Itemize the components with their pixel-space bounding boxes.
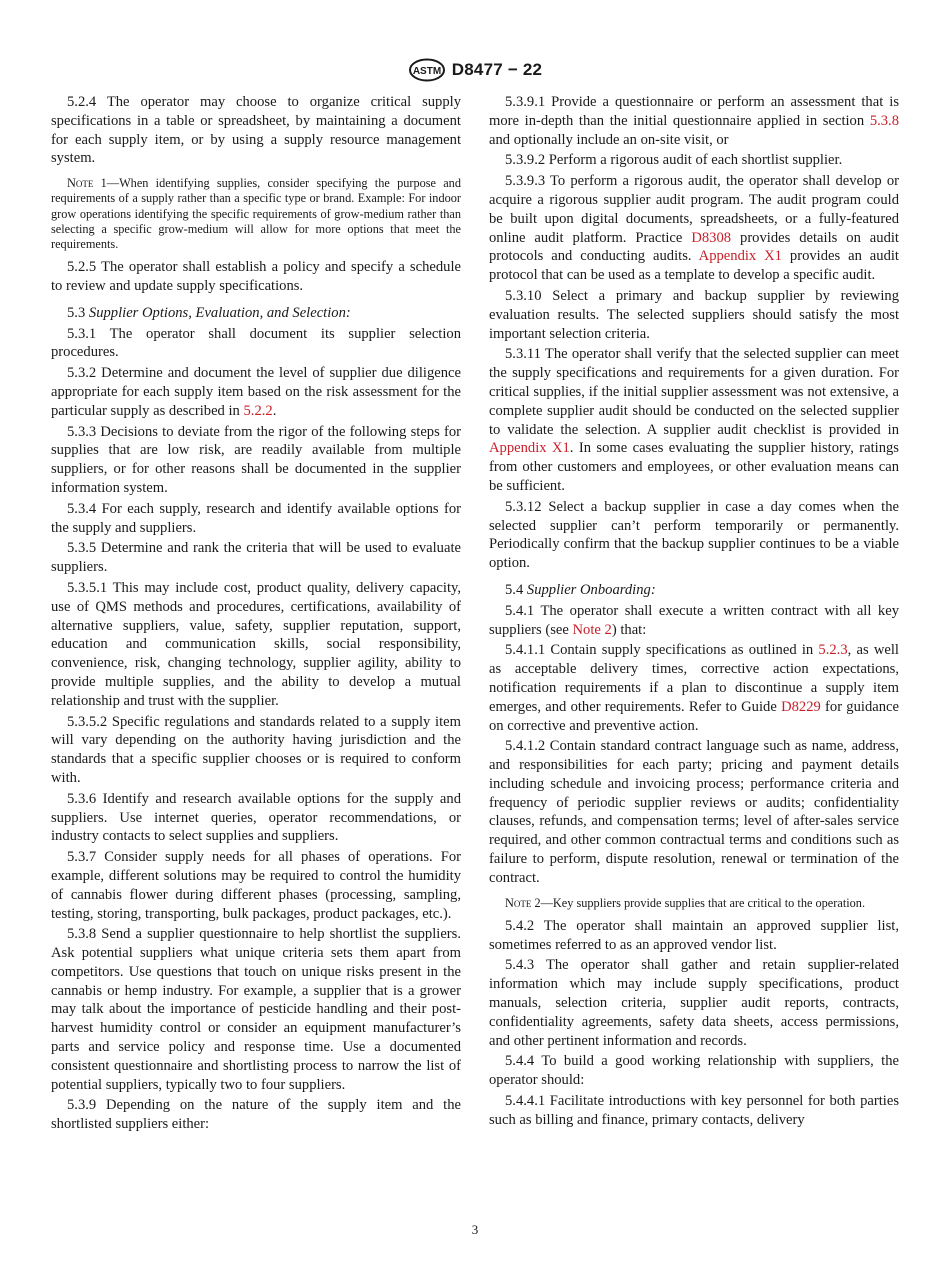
paragraph: 5.3.6 Identify and research available options for the supply and suppliers. Use internet queries, operator recommendations, or industry contacts to select supplies and suppliers. <box>51 790 461 845</box>
paragraph: 5.3.9.2 Perform a rigorous audit of each shortlist supplier. <box>505 152 843 169</box>
paragraph: 5.4.3 The operator shall gather and retain supplier-related information which may include supply specifications, product manuals, selection criteria, supplier audit reports, contracts, confidentiality agreements, safety data sheets, access permissions, and other pertinent information and records. <box>489 957 899 1049</box>
paragraph: 5.4.1.1 Contain supply specifications as outlined in 5.2.3, as well as acceptable delivery times, corrective action expectations, notification requirements if a plan to discontinue a supply item emerges, and other requirements. Refer to Guide D8229 for guidance on corrective and preventive action. <box>489 642 899 734</box>
section-number: 5.3 <box>67 304 86 321</box>
paragraph: 5.3.10 Select a primary and backup supplier by reviewing evaluation results. The selected suppliers should satisfy the most important selection criteria. <box>489 287 899 342</box>
paragraph: 5.2.5 The operator shall establish a policy and specify a schedule to review and update supply specifications. <box>51 259 461 294</box>
paragraph: 5.3.3 Decisions to deviate from the rigor of the following steps for supplies that are low risk, are readily available from multiple suppliers, or for other reasons shall be documented in the supplier information system. <box>51 423 461 496</box>
paragraph: 5.4.4.1 Facilitate introductions with key personnel for both parties such as billing and finance, primary contacts, delivery <box>489 1093 899 1128</box>
page-header <box>0 56 950 84</box>
paragraph: 5.3.8 Send a supplier questionnaire to help shortlist the suppliers. Ask potential suppliers what unique criteria sets them apart from competitors. Use questions that touch on unique risks present in the cannabis or hemp industry. For example, a supplier that is a grower may talk about the importance of pesticide handling and their post-harvest humidity control or consider an equipment manufacturer’s parts and service policy and response time. Use a documented consistent questionnaire and shortlisting process to narrow the list of potential suppliers, typically two to four suppliers. <box>51 926 461 1093</box>
paragraph: 5.3.4 For each supply, research and identify available options for the supply and suppliers. <box>51 500 461 536</box>
paragraph: 5.4.1.2 Contain standard contract language such as name, address, and responsibilities for each party; pricing and payment details including schedule and invoicing process; performance criteria and frequency of periodic supplier reviews or audits; confidentiality clauses, refunds, and compensation terms; level of after-sales service required, and other common contractual terms and conditions such as failure to perform, dispute resolution, renewal or termination of the contract. <box>489 738 899 886</box>
paragraph: 5.3.5.2 Specific regulations and standards related to a supply item will vary depending on the authority having jurisdiction and the standards that a specific supplier chooses or is required to conform with. <box>51 713 461 786</box>
section-heading <box>489 581 899 600</box>
appendix-link[interactable]: Appendix X1 <box>489 440 570 457</box>
right-column <box>489 93 899 1132</box>
cross-reference-link[interactable]: 5.3.8 <box>869 112 899 129</box>
section-title: Supplier Options, Evaluation, and Selection: <box>88 304 351 321</box>
page-number: 3 <box>471 1222 479 1237</box>
logo-text: ASTM <box>412 66 441 77</box>
note-text: —Key suppliers provide supplies that are critical to the operation. <box>540 895 866 910</box>
document-id: D8477 − 22 <box>451 60 543 79</box>
note-1 <box>51 176 461 252</box>
astm-logo-icon <box>408 58 446 82</box>
cross-reference-link[interactable]: 5.2.2 <box>243 402 273 419</box>
paragraph: 5.3.9.3 To perform a rigorous audit, the operator shall develop or acquire a rigorous supplier audit program. The audit program could be built upon digital documents, spreadsheets, or a fully-featured online audit platform. Practice D8308 provides details on audit protocols and conducting audits. Appendix X1 provides an audit protocol that can be used as a template to develop a specific audit. <box>489 173 899 284</box>
paragraph: 5.3.5 Determine and rank the criteria that will be used to evaluate suppliers. <box>51 540 461 576</box>
note-reference-link[interactable]: Note 2 <box>572 621 612 638</box>
paragraph: 5.4.2 The operator shall maintain an approved supplier list, sometimes referred to as an approved vendor list. <box>489 917 899 953</box>
paragraph: 5.3.11 The operator shall verify that the selected supplier can meet the supply specifications and requirements for a given duration. For critical supplies, if the initial supplier assessment was not extensive, a complete supplier audit should be conducted on the selected supplier to validate the selection. A supplier audit checklist is provided in Appendix X1. In some cases evaluating the supplier history, ratings from other customers and employees, or other evaluation means can be sufficient. <box>489 346 899 494</box>
note-text: —When identifying supplies, consider specifying the purpose and requirements of a supply rather than a specific type or brand. Example: For indoor grow operations identifying the specific requirements of grow-medium rather than selecting a specific grow-medium will allow for more options that meet the requirements. <box>51 176 461 251</box>
section-number: 5.4 <box>505 581 524 598</box>
note-label: Note 2 <box>505 895 541 910</box>
cross-reference-link[interactable]: 5.2.3 <box>818 642 848 659</box>
paragraph: 5.3.7 Consider supply needs for all phases of operations. For example, different solutions may be required to control the humidity of cannabis flower during different phases (processing, sampling, testing, storing, transporting, bulk packages, product packages, etc.). <box>51 849 461 922</box>
paragraph: 5.3.9 Depending on the nature of the supply item and the shortlisted suppliers either: <box>51 1097 461 1133</box>
paragraph: 5.4.1 The operator shall execute a written contract with all key suppliers (see Note 2) that: <box>489 602 899 638</box>
appendix-link[interactable]: Appendix X1 <box>698 248 782 265</box>
section-heading <box>51 304 461 323</box>
left-column <box>51 93 461 1136</box>
standard-reference-link[interactable]: D8308 <box>691 229 732 246</box>
paragraph: 5.2.4 The operator may choose to organize critical supply specifications in a table or spreadsheet, by maintaining a document for each supply item, or by using a supply resource management system. <box>51 94 461 167</box>
paragraph: 5.3.9.1 Provide a questionnaire or perform an assessment that is more in-depth than the initial questionnaire applied in section 5.3.8 and optionally include an on-site visit, or <box>489 94 899 148</box>
paragraph: 5.3.5.1 This may include cost, product quality, delivery capacity, use of QMS methods and procedures, certifications, availability of alternative suppliers, value, safety, supplier reputation, support, education and communication skills, social responsibility, convenience, risk, changing technology, supplier agility, ability to provide multiple supplies, and the ability to develop a mutual relationship and trust with the supplier. <box>51 579 461 709</box>
note-label: Note 1 <box>67 176 107 191</box>
paragraph: 5.3.1 The operator shall document its supplier selection procedures. <box>51 325 461 361</box>
paragraph: 5.3.2 Determine and document the level of supplier due diligence appropriate for each supply item based on the risk assessment for the particular supply as described in 5.2.2. <box>51 365 461 419</box>
paragraph: 5.3.12 Select a backup supplier in case a day comes when the selected supplier can’t perform temporarily or permanently. Periodically confirm that the backup supplier continues to be a viable option. <box>489 498 899 572</box>
paragraph: 5.4.4 To build a good working relationship with suppliers, the operator should: <box>489 1053 899 1089</box>
section-title: Supplier Onboarding: <box>526 581 656 598</box>
note-2 <box>489 896 899 911</box>
standard-reference-link[interactable]: D8229 <box>781 698 821 715</box>
